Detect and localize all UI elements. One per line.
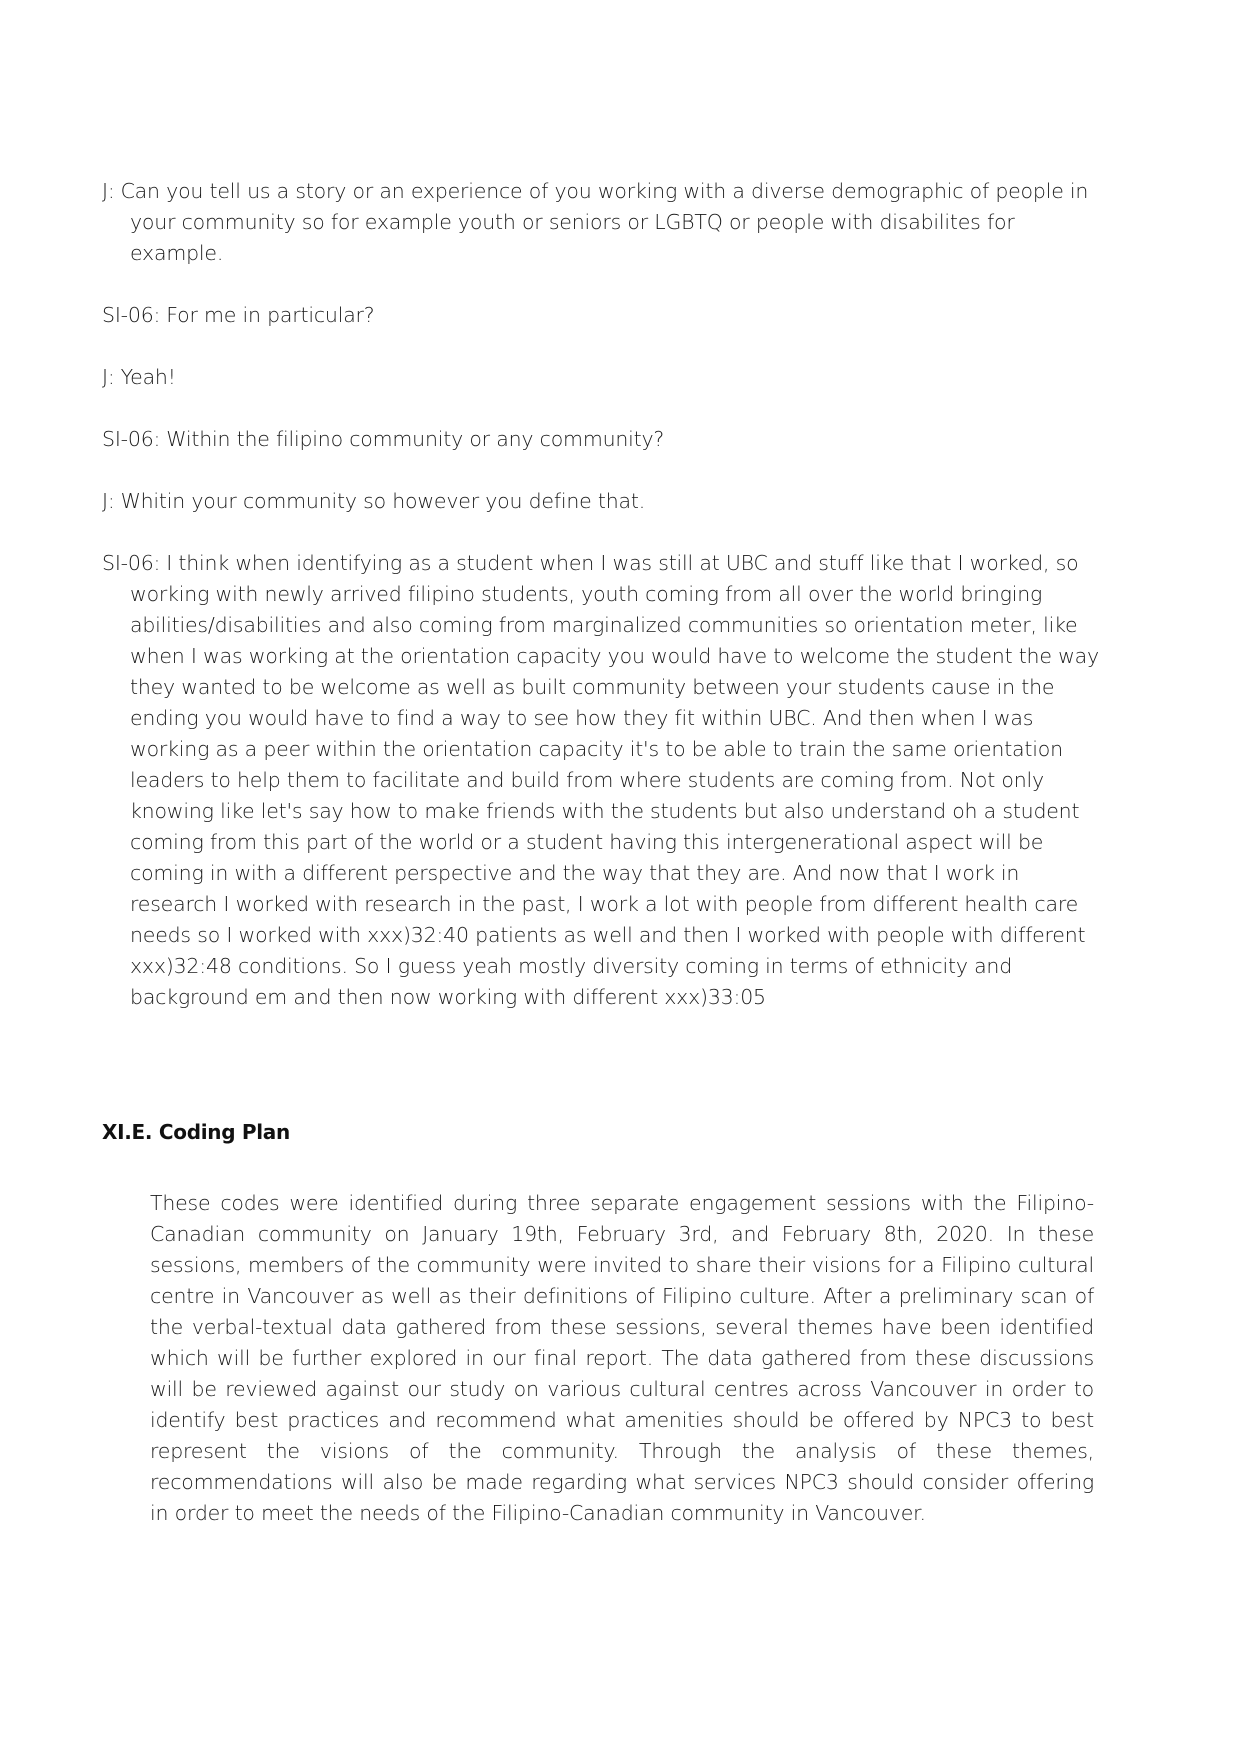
section-heading: XI.E. Coding Plan: [102, 1120, 290, 1144]
turn-text: Within the filipino community or any community?: [166, 427, 665, 451]
coding-plan-paragraph: These codes were identified during three separate engagement sessions with the Filipino-Canadian community on January 19th, February 3rd, and February 8th, 2020. In these sessions, members of the community were invited to share their visions for a Filipino cultural centre in Vancouver as well as their definitions of Filipino culture. After a preliminary scan of the verbal-textual data gathered from these sessions, several themes have been identified which will be further explored in our final report. The data gathered from these discussions will be reviewed against our study on various cultural centres across Vancouver in order to identify best practices and recommend what amenities should be offered by NPC3 to best represent the visions of the community. Through the analysis of these themes, recommendations will also be made regarding what services NPC3 should consider offering in order to meet the needs of the Filipino-Canadian community in Vancouver.: [150, 1191, 1094, 1525]
transcript-turn: [102, 176, 1102, 269]
speaker-label: J:: [102, 489, 115, 513]
transcript-turn: [102, 362, 1102, 393]
transcript-turn: [102, 486, 1102, 517]
turn-text: Whitin your community so however you define that.: [120, 489, 646, 513]
speaker-label: SI-06:: [102, 427, 161, 451]
speaker-label: J:: [102, 365, 115, 389]
speaker-label: SI-06:: [102, 303, 161, 327]
turn-text: I think when identifying as a student when I was still at UBC and stuff like that I worked, so working with newly arrived filipino students, youth coming from all over the world bringing abilities/disabilities and also coming from marginalized communities so orientation meter, like when I was working at the orientation capacity you would have to welcome the student the way they wanted to be welcome as well as built community between your students cause in the ending you would have to find a way to see how they fit within UBC. And then when I was working as a peer within the orientation capacity it's to be able to train the same orientation leaders to help them to facilitate and build from where students are coming from. Not only knowing like let's say how to make friends with the students but also understand oh a student coming from this part of the world or a student having this intergenerational aspect will be coming in with a different perspective and the way that they are. And now that I work in research I worked with research in the past, I work a lot with people from different health care needs so I worked with xxx)32:40 patients as well and then I worked with people with different xxx)32:48 conditions. So I guess yeah mostly diversity coming in terms of ethnicity and background em and then now working with different xxx)33:05: [130, 551, 1099, 1009]
transcript-turn: [102, 424, 1102, 455]
transcript-turn: [102, 300, 1102, 331]
speaker-label: J:: [102, 179, 115, 203]
turn-text: For me in particular?: [166, 303, 375, 327]
speaker-label: SI-06:: [102, 551, 161, 575]
turn-text: Yeah!: [120, 365, 176, 389]
transcript-turn: [102, 548, 1102, 1013]
turn-text: Can you tell us a story or an experience of you working with a diverse demographic of people in your community so for example youth or seniors or LGBTQ or people with disabilites for example.: [120, 179, 1089, 265]
interview-transcript: [102, 176, 1102, 1044]
